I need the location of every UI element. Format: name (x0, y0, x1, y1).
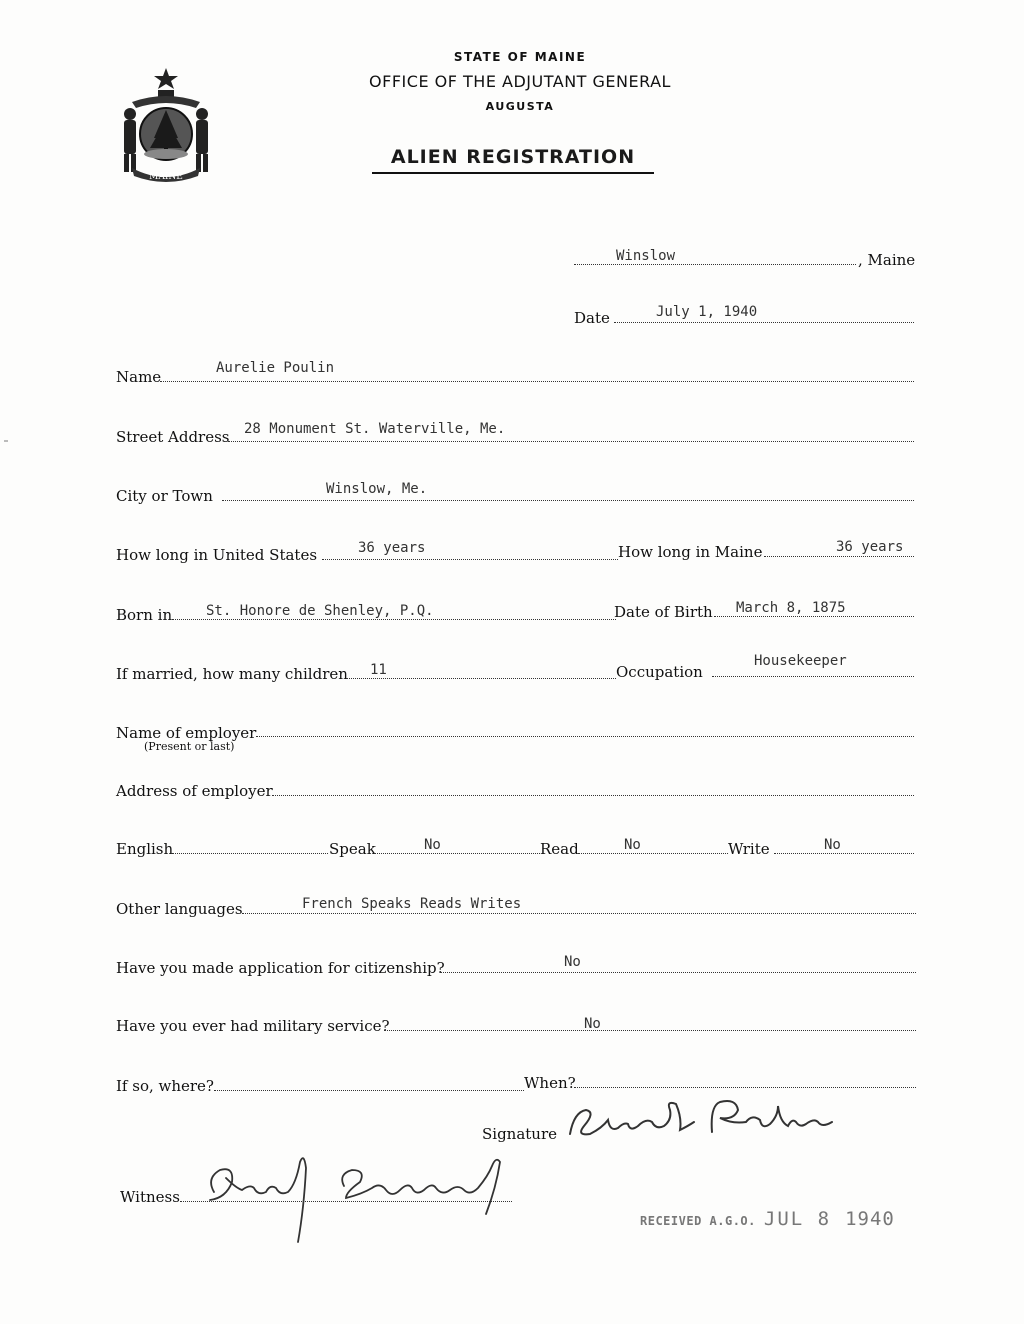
name-label: Name (116, 368, 162, 386)
witness-label: Witness (120, 1188, 180, 1206)
children-label: If married, how many children (116, 665, 348, 683)
employer-address-line (272, 795, 914, 796)
form-title: ALIEN REGISTRATION (372, 146, 654, 174)
date-of-birth-line (714, 616, 914, 617)
military-line (384, 1030, 916, 1031)
write-line (774, 853, 914, 854)
how-long-us-label: How long in United States (116, 546, 318, 564)
state-seal-icon (112, 62, 220, 188)
date-label: Date (574, 309, 610, 327)
citizenship-line (440, 972, 916, 973)
received-stamp (640, 1208, 895, 1230)
date-of-birth-label: Date of Birth (614, 603, 713, 621)
read-label: Read (540, 840, 579, 858)
city-value: Winslow, Me. (326, 481, 428, 497)
seal-motto-text: MAINE (149, 172, 183, 182)
street-address-line (228, 441, 914, 442)
how-long-us-line (322, 559, 618, 560)
born-in-line (172, 619, 616, 620)
scan-mark (4, 440, 8, 442)
citizenship-label: Have you made application for citizenship? (116, 959, 445, 977)
city-line (222, 500, 914, 501)
town-line (574, 264, 856, 265)
street-address-label: Street Address (116, 428, 230, 446)
speak-line (374, 853, 540, 854)
other-languages-line (242, 913, 916, 914)
street-address-value: 28 Monument St. Waterville, Me. (244, 421, 506, 437)
how-long-maine-label: How long in Maine (618, 543, 763, 561)
born-in-label: Born in (116, 606, 173, 624)
applicant-signature (556, 1092, 856, 1148)
other-languages-label: Other languages (116, 900, 243, 918)
read-value: No (624, 837, 641, 853)
occupation-label: Occupation (616, 663, 703, 681)
when-label: When? (524, 1074, 576, 1092)
state-heading: STATE OF MAINE (453, 50, 587, 64)
where-label: If so, where? (116, 1077, 214, 1095)
stamp-year-text: 1940 (845, 1208, 895, 1230)
date-line (614, 322, 914, 323)
read-line (578, 853, 728, 854)
signature-label: Signature (482, 1125, 558, 1143)
date-of-birth-value: March 8, 1875 (736, 600, 846, 616)
date-value: July 1, 1940 (656, 304, 758, 320)
stamp-date-text: JUL 8 (763, 1208, 832, 1230)
citizenship-value: No (564, 954, 581, 970)
employer-address-label: Address of employer (116, 782, 273, 800)
english-label: English (116, 840, 174, 858)
city-label: City or Town (116, 487, 213, 505)
how-long-us-value: 36 years (358, 540, 426, 556)
english-line (172, 853, 328, 854)
occupation-value: Housekeeper (754, 653, 847, 669)
city-heading: AUGUSTA (485, 100, 555, 113)
children-line (346, 678, 616, 679)
other-languages-value: French Speaks Reads Writes (302, 896, 522, 912)
maine-suffix: , Maine (858, 251, 916, 269)
office-heading: OFFICE OF THE ADJUTANT GENERAL (369, 72, 671, 91)
witness-signature (196, 1148, 526, 1248)
speak-value: No (424, 837, 441, 853)
occupation-line (712, 676, 914, 677)
where-line (214, 1090, 524, 1091)
town-value: Winslow (616, 248, 676, 264)
children-value: 11 (370, 662, 387, 678)
military-label: Have you ever had military service? (116, 1017, 390, 1035)
write-label: Write (728, 840, 770, 858)
born-in-value: St. Honore de Shenley, P.Q. (206, 603, 434, 619)
military-value: No (584, 1016, 601, 1032)
employer-name-sublabel: (Present or last) (144, 740, 235, 753)
name-line (160, 381, 914, 382)
write-value: No (824, 837, 841, 853)
employer-name-label: Name of employer (116, 724, 257, 742)
name-value: Aurelie Poulin (216, 360, 335, 376)
how-long-maine-value: 36 years (836, 539, 904, 555)
stamp-received-text: RECEIVED A.G.O. (640, 1214, 756, 1228)
when-line (574, 1087, 916, 1088)
employer-name-line (256, 736, 914, 737)
speak-label: Speak (329, 840, 376, 858)
how-long-maine-line (764, 556, 914, 557)
